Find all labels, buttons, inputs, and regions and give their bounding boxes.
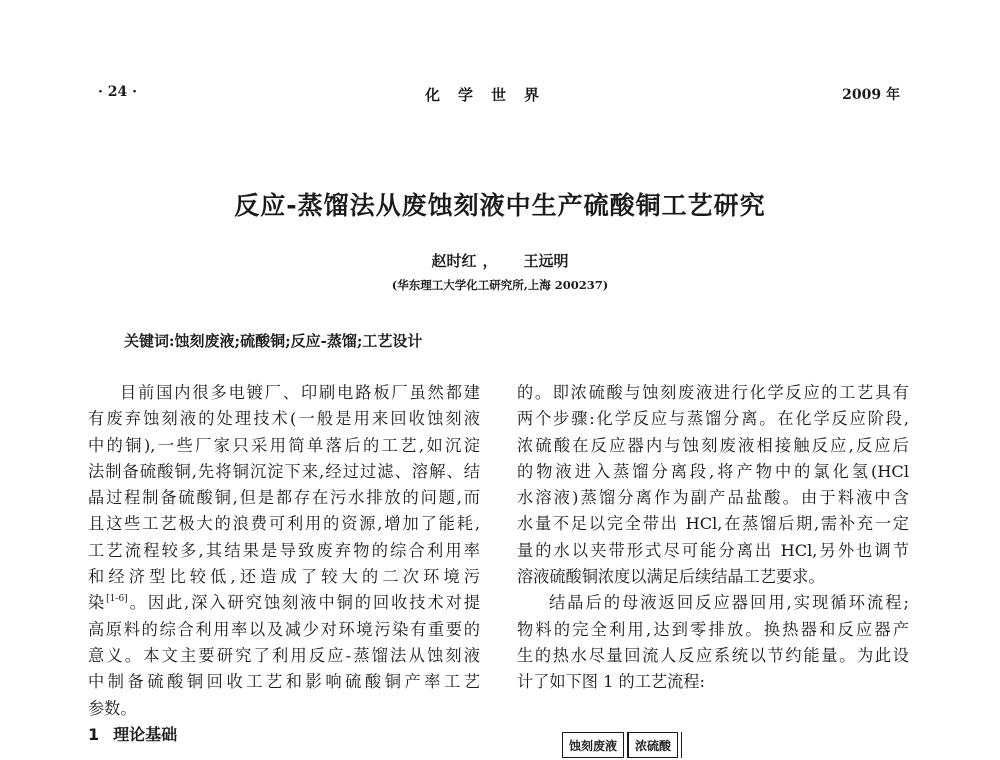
keywords-text: 蚀刻废液;硫酸铜;反应-蒸馏;工艺设计 bbox=[174, 332, 423, 350]
text-line: 有废弃蚀刻液的处理技术(一般是用来回收蚀刻液 bbox=[88, 409, 480, 429]
section-number: 1 bbox=[88, 724, 100, 744]
citation-reference: [1-6] bbox=[106, 594, 128, 605]
text-line: 中制备硫酸铜回收工艺和影响硫酸铜产率工艺 bbox=[88, 672, 480, 692]
text-line: 生的热水尽量回流人反应系统以节约能量。为此设 bbox=[517, 645, 909, 665]
text-line: 量的水以夹带形式尽可能分离出 HCl,另外也调节 bbox=[517, 540, 909, 560]
text-fragment: 染 bbox=[88, 593, 107, 613]
text-line: 高原料的综合利用率以及减少对环境污染有重要的 bbox=[88, 619, 480, 639]
text-line: 计了如下图 1 的工艺流程: bbox=[517, 672, 705, 692]
text-line: 的物液进入蒸馏分离段,将产物中的氯化氢(HCl bbox=[517, 461, 909, 481]
text-line: 水溶液)蒸馏分离作为副产品盐酸。由于料液中含 bbox=[517, 488, 909, 508]
running-header bbox=[0, 84, 1000, 108]
text-line: 两个步骤:化学反应与蒸馏分离。在化学反应阶段, bbox=[517, 409, 909, 429]
text-line: 的。即浓硫酸与蚀刻废液进行化学反应的工艺具有 bbox=[517, 383, 909, 402]
text-line: 工艺流程较多,其结果是导致废弃物的综合利用率 bbox=[88, 540, 480, 560]
text-line: 法制备硫酸铜,先将铜沉淀下来,经过过滤、溶解、结 bbox=[88, 461, 480, 481]
author-name: 王远明 bbox=[523, 252, 569, 270]
process-flow-diagram bbox=[562, 732, 682, 760]
section-heading bbox=[88, 722, 480, 748]
page-number: · 24 · bbox=[98, 84, 137, 100]
body-column-right bbox=[517, 380, 909, 696]
article-title: 反应-蒸馏法从废蚀刻液中生产硫酸铜工艺研究 bbox=[234, 191, 766, 220]
section-title: 理论基础 bbox=[113, 724, 178, 744]
text-line: 结晶后的母液返回反应器回用,实现循环流程; bbox=[549, 593, 909, 613]
text-line: 中的铜),一些厂家只采用简单落后的工艺,如沉淀 bbox=[88, 435, 480, 455]
text-line: 浓硫酸在反应器内与蚀刻废液相接触反应,反应后 bbox=[517, 435, 909, 455]
text-line: 物料的完全利用,达到零排放。换热器和反应器产 bbox=[517, 619, 909, 639]
body-column-left bbox=[88, 380, 480, 748]
keywords bbox=[124, 330, 422, 351]
text-line: 且这些工艺极大的浪费可利用的资源,增加了能耗, bbox=[88, 514, 480, 534]
text-line: 参数。 bbox=[88, 698, 137, 718]
author-name: 赵时红 bbox=[431, 252, 477, 270]
author-affiliation: (华东理工大学化工研究所,上海 200237) bbox=[391, 278, 609, 292]
text-line: 和经济型比较低,还造成了较大的二次环境污 bbox=[88, 567, 480, 587]
flow-box-sulfuric-acid: 浓硫酸 bbox=[628, 732, 678, 758]
flow-box-etching-waste: 蚀刻废液 bbox=[562, 732, 624, 758]
journal-name: 化学世界 bbox=[425, 86, 558, 104]
author-separator: ， bbox=[482, 252, 498, 270]
text-line: 水量不足以完全带出 HCl,在蒸馏后期,需补充一定 bbox=[517, 514, 909, 534]
text-line-with-citation bbox=[88, 590, 480, 616]
text-line: 意义。本文主要研究了利用反应-蒸馏法从蚀刻液 bbox=[88, 645, 480, 665]
text-line: 晶过程制备硫酸铜,但是都存在污水排放的问题,而 bbox=[88, 488, 480, 508]
keywords-label: 关键词: bbox=[124, 332, 175, 350]
publication-year: 2009 年 bbox=[842, 87, 900, 103]
text-line: 目前国内很多电镀厂、印刷电路板厂虽然都建 bbox=[120, 383, 480, 402]
text-fragment: 。因此,深入研究蚀刻液中铜的回收技术对提 bbox=[127, 593, 480, 613]
text-line: 溶液硫酸铜浓度以满足后续结晶工艺要求。 bbox=[517, 567, 825, 587]
author-list bbox=[0, 250, 1000, 271]
